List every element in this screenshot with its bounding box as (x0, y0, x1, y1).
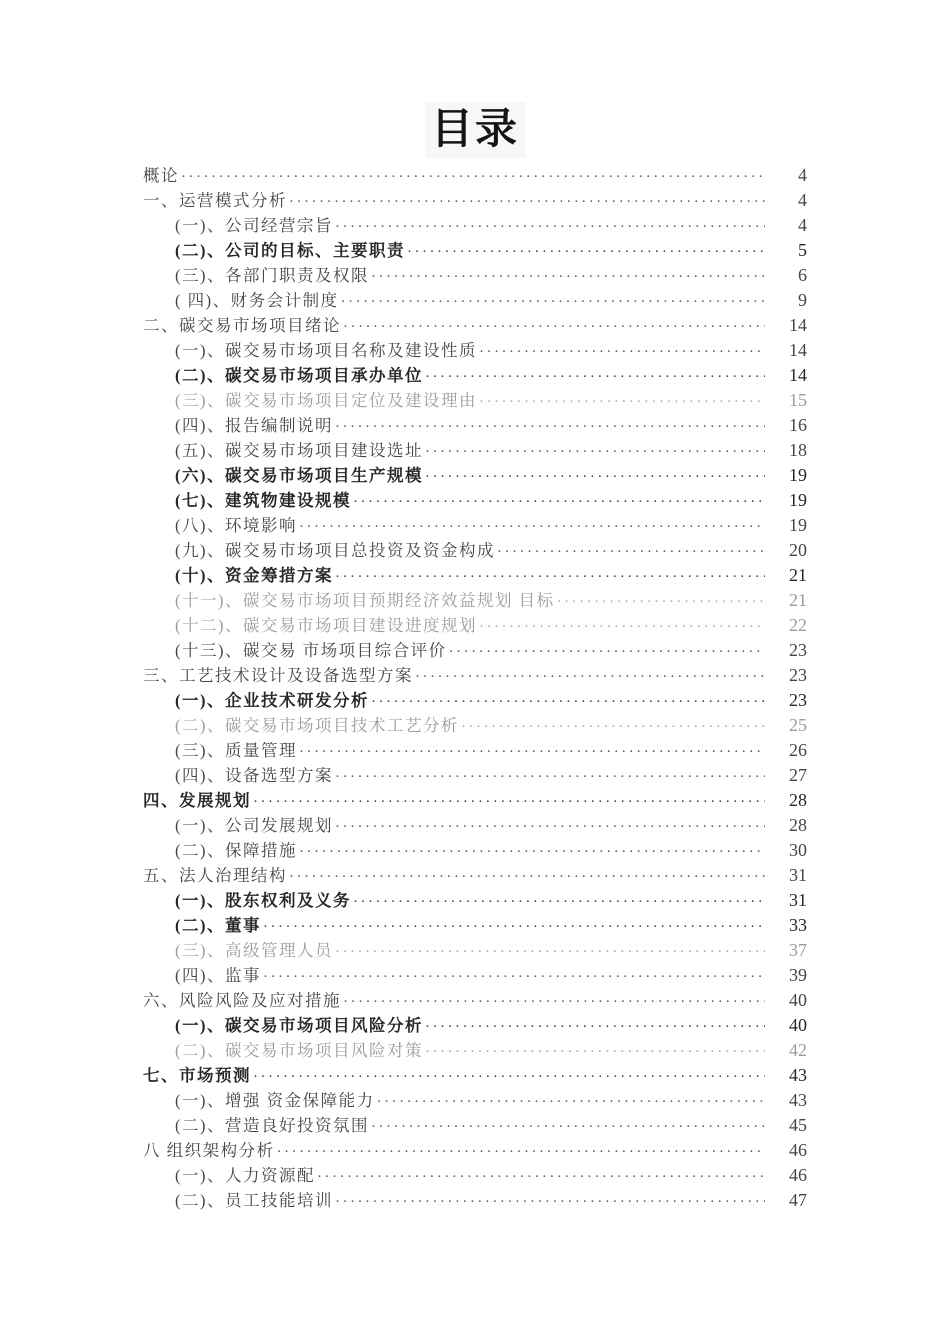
toc-entry[interactable] (143, 163, 807, 188)
toc-entry-page: 9 (798, 290, 807, 310)
toc-entry[interactable] (143, 538, 807, 563)
toc-entry-label: (二)、公司的目标、主要职责 (175, 241, 405, 260)
toc-entry-label: (一)、人力资源配 (175, 1166, 315, 1185)
toc-entry-page: 18 (789, 440, 807, 460)
toc-entry-label: (二)、营造良好投资氛围 (175, 1116, 369, 1135)
toc-entry[interactable] (143, 1138, 807, 1163)
toc-entry-label: (四)、报告编制说明 (175, 416, 333, 435)
toc-entry[interactable] (143, 638, 807, 663)
toc-entry-page: 14 (789, 365, 807, 385)
toc-entry[interactable] (143, 188, 807, 213)
toc-entry-page: 6 (798, 265, 807, 285)
toc-entry-label: (四)、监事 (175, 966, 261, 985)
toc-entry[interactable] (143, 913, 807, 938)
toc-entry-label: (二)、碳交易市场项目承办单位 (175, 366, 423, 385)
dot-leader (425, 1015, 765, 1040)
toc-entry-label: (八)、环境影响 (175, 516, 297, 535)
toc-entry-label: 概论 (143, 166, 179, 185)
dot-leader (253, 1065, 765, 1090)
toc-entry-page: 40 (789, 1015, 807, 1035)
toc-entry-page: 28 (789, 815, 807, 835)
dot-leader (449, 640, 765, 665)
toc-entry[interactable] (143, 288, 807, 313)
toc-entry-label: (一)、企业技术研发分析 (175, 691, 369, 710)
toc-entry-page: 33 (789, 915, 807, 935)
toc-entry[interactable] (143, 1088, 807, 1113)
dot-leader (415, 665, 765, 690)
toc-entry-label: (九)、碳交易市场项目总投资及资金构成 (175, 541, 495, 560)
toc-entry[interactable] (143, 1163, 807, 1188)
dot-leader (289, 865, 765, 890)
toc-entry-page: 43 (789, 1090, 807, 1110)
toc-entry-label: (一)、公司发展规划 (175, 816, 333, 835)
dot-leader (371, 265, 765, 290)
page-title (143, 102, 807, 158)
toc-entry-page: 14 (789, 315, 807, 335)
dot-leader (335, 415, 765, 440)
toc-entry-label: (一)、碳交易市场项目风险分析 (175, 1016, 423, 1035)
toc-entry-label: (二)、碳交易市场项目技术工艺分析 (175, 716, 459, 735)
dot-leader (335, 215, 765, 240)
toc-entry-label: (三)、各部门职责及权限 (175, 266, 369, 285)
toc-entry[interactable] (143, 863, 807, 888)
toc-entry-page: 5 (798, 240, 807, 260)
toc-entry-page: 40 (789, 990, 807, 1010)
dot-leader (335, 765, 765, 790)
toc-entry-page: 28 (789, 790, 807, 810)
toc-entry-label: (一)、公司经营宗旨 (175, 216, 333, 235)
toc-entry-label: 四、发展规划 (143, 791, 251, 810)
dot-leader (353, 890, 765, 915)
toc-entry-page: 47 (789, 1190, 807, 1210)
dot-leader (289, 190, 765, 215)
toc-entry[interactable] (143, 888, 807, 913)
dot-leader (479, 340, 765, 365)
toc-entry-label: (三)、碳交易市场项目定位及建设理由 (175, 391, 477, 410)
dot-leader (461, 715, 765, 740)
dot-leader (277, 1140, 765, 1165)
dot-leader (335, 1190, 765, 1215)
toc-entry-label: (一)、增强 资金保障能力 (175, 1091, 375, 1110)
dot-leader (299, 515, 765, 540)
toc-entry[interactable] (143, 763, 807, 788)
toc-entry-label: ( 四)、财务会计制度 (175, 291, 339, 310)
toc-entry-label: (二)、保障措施 (175, 841, 297, 860)
toc-entry-page: 4 (798, 215, 807, 235)
toc-entry-page: 19 (789, 490, 807, 510)
toc-entry-page: 16 (789, 415, 807, 435)
toc-entry-page: 26 (789, 740, 807, 760)
toc-entry-page: 21 (789, 590, 807, 610)
toc-entry-label: (一)、碳交易市场项目名称及建设性质 (175, 341, 477, 360)
toc-entry[interactable] (143, 313, 807, 338)
toc-entry[interactable] (143, 738, 807, 763)
toc-entry-page: 4 (798, 165, 807, 185)
toc-entry-label: 五、法人治理结构 (143, 866, 287, 885)
dot-leader (371, 690, 765, 715)
toc-entry[interactable] (143, 838, 807, 863)
toc-entry[interactable] (143, 488, 807, 513)
toc-entry-page: 23 (789, 690, 807, 710)
toc-entry-page: 46 (789, 1165, 807, 1185)
toc-entry-page: 31 (789, 890, 807, 910)
toc-entry-page: 22 (789, 615, 807, 635)
toc-entry-page: 19 (789, 465, 807, 485)
toc-entry-label: (六)、碳交易市场项目生产规模 (175, 466, 423, 485)
toc-entry-page: 27 (789, 765, 807, 785)
toc-entry[interactable] (143, 263, 807, 288)
dot-leader (371, 1115, 765, 1140)
dot-leader (353, 490, 765, 515)
toc-entry[interactable] (143, 363, 807, 388)
toc-entry-label: 八 组织架构分析 (143, 1141, 275, 1160)
toc-entry[interactable] (143, 388, 807, 413)
toc-entry-label: 三、工艺技术设计及设备选型方案 (143, 666, 413, 685)
toc-entry-page: 14 (789, 340, 807, 360)
toc-entry-page: 23 (789, 640, 807, 660)
dot-leader (343, 990, 765, 1015)
toc-entry-page: 25 (789, 715, 807, 735)
toc-entry[interactable] (143, 1038, 807, 1063)
toc-entry-label: 六、风险风险及应对措施 (143, 991, 341, 1010)
toc-entry[interactable] (143, 1113, 807, 1138)
toc-entry-page: 37 (789, 940, 807, 960)
dot-leader (317, 1165, 765, 1190)
toc-entry[interactable] (143, 1188, 807, 1213)
toc-entry-page: 4 (798, 190, 807, 210)
toc-entry-label: (二)、董事 (175, 916, 261, 935)
page-title-text: 目录 (425, 102, 525, 158)
dot-leader (425, 465, 765, 490)
dot-leader (335, 815, 765, 840)
toc-entry-page: 46 (789, 1140, 807, 1160)
toc-entry-label: (三)、质量管理 (175, 741, 297, 760)
dot-leader (557, 590, 765, 615)
toc-entry[interactable] (143, 463, 807, 488)
toc-entry-label: (二)、碳交易市场项目风险对策 (175, 1041, 423, 1060)
toc-entry[interactable] (143, 563, 807, 588)
dot-leader (425, 1040, 765, 1065)
toc-entry-label: (十三)、碳交易 市场项目综合评价 (175, 641, 447, 660)
toc-entry[interactable] (143, 963, 807, 988)
toc-entry-label: (十二)、碳交易市场项目建设进度规划 (175, 616, 477, 635)
dot-leader (299, 840, 765, 865)
toc-entry-page: 15 (789, 390, 807, 410)
toc-entry-page: 42 (789, 1040, 807, 1060)
toc-entry-page: 19 (789, 515, 807, 535)
dot-leader (181, 165, 765, 190)
toc-entry-label: (十一)、碳交易市场项目预期经济效益规划 目标 (175, 591, 555, 610)
toc-entry-page: 30 (789, 840, 807, 860)
dot-leader (425, 440, 765, 465)
dot-leader (479, 390, 765, 415)
toc-entry[interactable] (143, 588, 807, 613)
dot-leader (425, 365, 765, 390)
toc-entry-label: (十)、资金筹措方案 (175, 566, 333, 585)
dot-leader (377, 1090, 765, 1115)
toc-entry[interactable] (143, 338, 807, 363)
dot-leader (253, 790, 765, 815)
dot-leader (479, 615, 765, 640)
dot-leader (343, 315, 765, 340)
dot-leader (335, 940, 765, 965)
toc-entry[interactable] (143, 413, 807, 438)
toc-entry-label: (四)、设备选型方案 (175, 766, 333, 785)
toc-entry[interactable] (143, 988, 807, 1013)
toc-list (143, 163, 807, 1213)
toc-entry[interactable] (143, 813, 807, 838)
toc-entry-page: 31 (789, 865, 807, 885)
toc-entry[interactable] (143, 213, 807, 238)
toc-entry[interactable] (143, 1013, 807, 1038)
toc-entry-page: 20 (789, 540, 807, 560)
toc-entry-label: 七、市场预测 (143, 1066, 251, 1085)
dot-leader (263, 965, 765, 990)
toc-entry[interactable] (143, 513, 807, 538)
toc-entry-label: (五)、碳交易市场项目建设选址 (175, 441, 423, 460)
toc-entry[interactable] (143, 1063, 807, 1088)
dot-leader (299, 740, 765, 765)
dot-leader (341, 290, 765, 315)
toc-entry[interactable] (143, 788, 807, 813)
toc-entry-label: (二)、员工技能培训 (175, 1191, 333, 1210)
dot-leader (263, 915, 765, 940)
toc-entry[interactable] (143, 238, 807, 263)
toc-entry-label: (七)、建筑物建设规模 (175, 491, 351, 510)
toc-entry[interactable] (143, 663, 807, 688)
toc-entry[interactable] (143, 713, 807, 738)
toc-entry[interactable] (143, 438, 807, 463)
dot-leader (335, 565, 765, 590)
toc-entry[interactable] (143, 938, 807, 963)
toc-entry-page: 21 (789, 565, 807, 585)
toc-entry-label: 二、碳交易市场项目绪论 (143, 316, 341, 335)
dot-leader (497, 540, 765, 565)
toc-entry-label: 一、运营模式分析 (143, 191, 287, 210)
toc-entry-label: (三)、高级管理人员 (175, 941, 333, 960)
toc-entry-page: 39 (789, 965, 807, 985)
toc-entry-page: 45 (789, 1115, 807, 1135)
toc-entry[interactable] (143, 688, 807, 713)
dot-leader (407, 240, 765, 265)
toc-entry-page: 43 (789, 1065, 807, 1085)
toc-entry-label: (一)、股东权利及义务 (175, 891, 351, 910)
toc-entry-page: 23 (789, 665, 807, 685)
toc-entry[interactable] (143, 613, 807, 638)
